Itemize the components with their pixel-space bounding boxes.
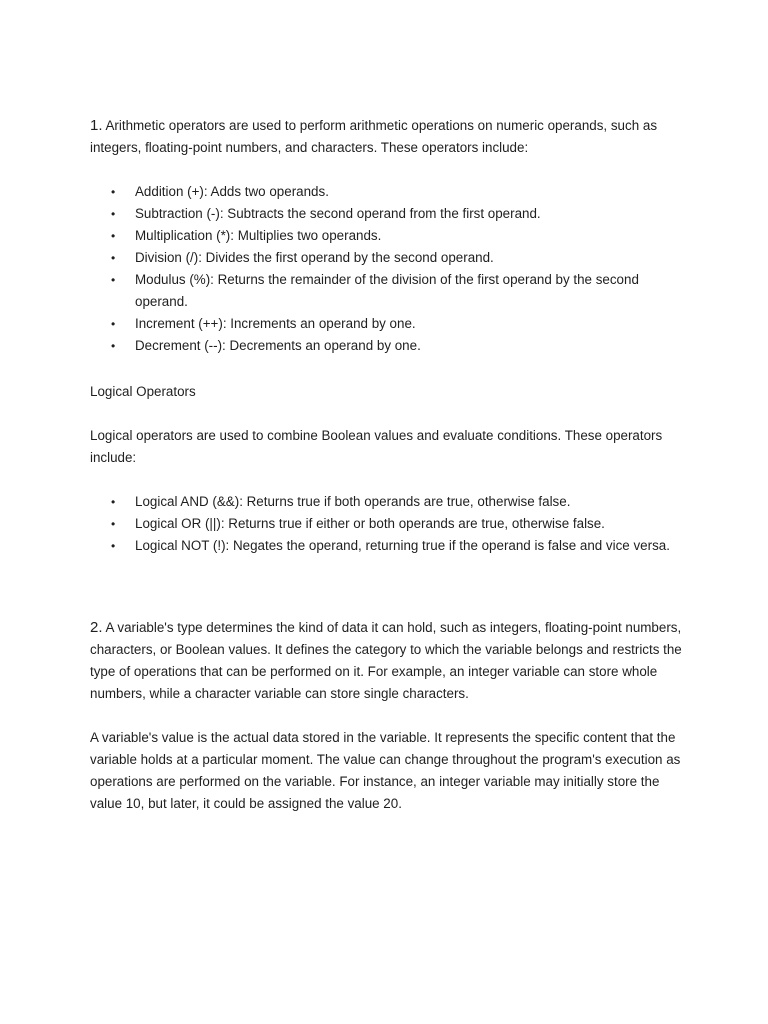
bullet: • xyxy=(111,339,116,353)
document-page xyxy=(90,115,690,815)
bullet: • xyxy=(111,317,116,331)
bullet: • xyxy=(111,229,116,243)
section-1-number: 1. xyxy=(90,117,103,134)
bullet: • xyxy=(111,517,116,531)
arithmetic-operators-list xyxy=(90,181,690,357)
logical-operators-heading: Logical Operators xyxy=(90,384,196,399)
bullet: • xyxy=(111,539,116,553)
bullet: • xyxy=(111,495,116,509)
list-item: • Multiplication (*): Multiplies two operands. xyxy=(90,225,690,247)
list-item: • Logical OR (||): Returns true if either or both operands are true, otherwise false. xyxy=(90,513,690,535)
bullet: • xyxy=(111,273,116,287)
list-item: • Division (/): Divides the first operand by the second operand. xyxy=(90,247,690,269)
list-item: • Logical AND (&&): Returns true if both operands are true, otherwise false. xyxy=(90,491,690,513)
section-2-number: 2. xyxy=(90,619,103,636)
bullet: • xyxy=(111,207,116,221)
list-item: • Modulus (%): Returns the remainder of the division of the first operand by the second operand. xyxy=(90,269,690,313)
section-2-paragraph-1 xyxy=(90,617,690,705)
section-1-intro xyxy=(90,115,690,159)
list-item: • Subtraction (-): Subtracts the second operand from the first operand. xyxy=(90,203,690,225)
list-item: • Increment (++): Increments an operand by one. xyxy=(90,313,690,335)
logical-operators-list xyxy=(90,491,690,557)
section-2-paragraph-1-text: A variable's type determines the kind of data it can hold, such as integers, floating-point numbers, characters, or Boolean values. It defines the category to which the variable belongs and restricts the type of operations that can be performed on it. For example, an integer variable can store whole numbers, while a character variable can store single characters. xyxy=(90,620,682,701)
bullet: • xyxy=(111,185,116,199)
logical-operators-intro: Logical operators are used to combine Boolean values and evaluate conditions. These operators include: xyxy=(90,428,663,465)
list-item: • Decrement (--): Decrements an operand by one. xyxy=(90,335,690,357)
list-item: • Addition (+): Adds two operands. xyxy=(90,181,690,203)
section-1-intro-text: Arithmetic operators are used to perform arithmetic operations on numeric operands, such as integers, floating-point numbers, and characters. These operators include: xyxy=(90,118,658,155)
list-item: • Logical NOT (!): Negates the operand, returning true if the operand is false and vice versa. xyxy=(90,535,690,557)
bullet: • xyxy=(111,251,116,265)
section-2-paragraph-2: A variable's value is the actual data stored in the variable. It represents the specific content that the variable holds at a particular moment. The value can change throughout the program's execution as operations are performed on the variable. For instance, an integer variable may initially store the value 10, but later, it could be assigned the value 20. xyxy=(90,730,681,811)
